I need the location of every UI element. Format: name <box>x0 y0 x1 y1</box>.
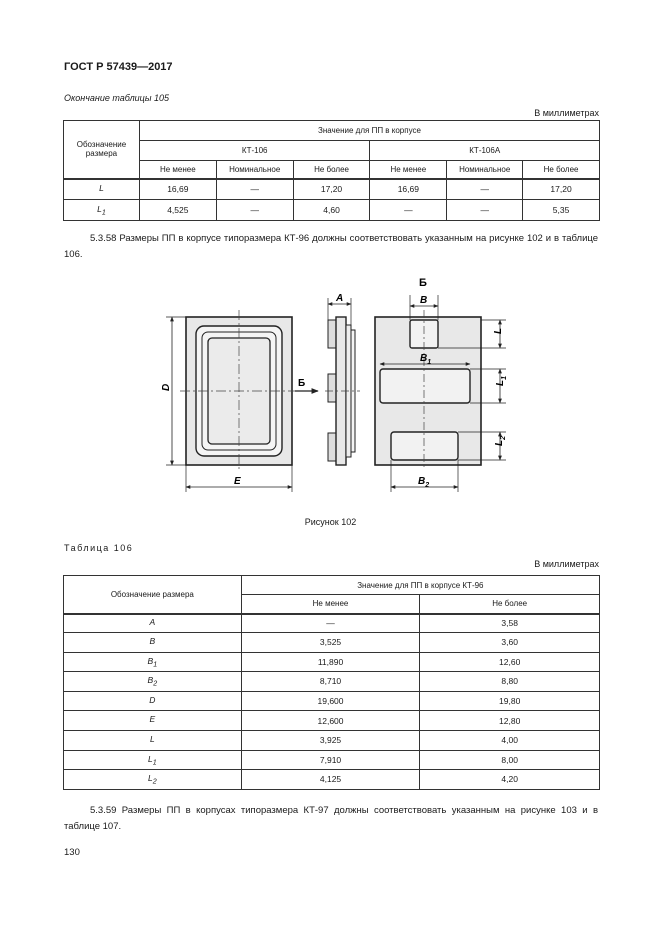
paragraph-text: 5.3.58 Размеры ПП в корпусе типоразмера КТ-96 должны соответствовать указанным на рисунке 102 и в таблице 106. <box>64 233 598 260</box>
view-title: Б <box>419 277 427 289</box>
dim-label-B2: B <box>418 476 426 487</box>
t105-pkg2: КТ-106А <box>370 141 600 161</box>
t105-sub-max-2: Не более <box>523 161 600 179</box>
row-symbol-sub: 1 <box>101 208 106 217</box>
table-row <box>64 730 600 750</box>
paragraph-5-3-58 <box>64 231 598 263</box>
row-symbol: B <box>149 635 156 646</box>
dim-label-A: A <box>336 293 344 304</box>
table-row <box>64 770 600 790</box>
table-cell: 17,20 <box>293 179 370 200</box>
row-symbol-sub: 1 <box>153 660 158 669</box>
dim-label-L1: L <box>495 379 506 386</box>
document-header: ГОСТ Р 57439—2017 <box>64 61 173 73</box>
bottom-view <box>375 277 508 492</box>
table-106-units: В миллиметрах <box>534 559 599 569</box>
table-row <box>64 179 600 200</box>
table-cell: 4,525 <box>139 200 216 221</box>
t105-col-value: Значение для ПП в корпусе <box>139 121 599 141</box>
row-symbol: L <box>148 773 153 784</box>
figure-102-caption: Рисунок 102 <box>304 517 357 527</box>
dim-label-L2-sub: 2 <box>500 435 507 440</box>
dim-label-B2-sub: 2 <box>425 482 430 489</box>
table-row <box>64 750 600 770</box>
page-number: 130 <box>64 847 80 858</box>
row-symbol: L <box>148 753 153 764</box>
table-cell: 16,69 <box>370 179 447 200</box>
svg-text:L2 <box>494 436 507 446</box>
table-cell-max: 3,60 <box>420 633 600 653</box>
t105-sub-nom: Номинальное <box>216 161 293 179</box>
table-cell-min: 7,910 <box>241 750 420 770</box>
row-symbol: A <box>149 616 156 627</box>
table-row <box>64 614 600 633</box>
paragraph-text: 5.3.59 Размеры ПП в корпусах типоразмера КТ-97 должны соответствовать указанным на рисунке 103 и в таблице 107. <box>64 805 598 832</box>
table-row <box>64 633 600 653</box>
table-105 <box>63 120 600 221</box>
front-view <box>161 310 298 492</box>
dim-label-L: L <box>493 327 504 334</box>
row-symbol-sub: 2 <box>152 777 157 786</box>
row-symbol-sub: 2 <box>153 679 158 688</box>
row-symbol: B <box>147 675 154 686</box>
table-cell-min: 3,525 <box>241 633 420 653</box>
dim-label-B: B <box>420 295 428 306</box>
table-cell-max: 12,60 <box>420 652 600 672</box>
row-symbol: D <box>149 694 156 705</box>
t106-col-value: Значение для ПП в корпусе КТ-96 <box>241 576 599 595</box>
table-cell-max: 19,80 <box>420 691 600 711</box>
t105-sub-nom-2: Номинальное <box>447 161 523 179</box>
table-105-units: В миллиметрах <box>534 108 599 118</box>
row-symbol: B <box>147 655 154 666</box>
table-cell-min: 8,710 <box>241 672 420 692</box>
view-arrow <box>295 378 318 391</box>
table-cell-max: 4,00 <box>420 730 600 750</box>
table-105-caption: Окончание таблицы 105 <box>64 93 169 103</box>
row-symbol: E <box>149 714 156 725</box>
table-cell-max: 8,00 <box>420 750 600 770</box>
t105-pkg1: КТ-106 <box>139 141 370 161</box>
dim-label-L2: L <box>494 439 505 446</box>
table-cell-min: 11,890 <box>241 652 420 672</box>
table-106 <box>63 575 600 790</box>
t106-col-designation: Обозначение размера <box>64 576 242 614</box>
table-cell: — <box>216 200 293 221</box>
view-arrow-label: Б <box>298 378 306 389</box>
table-cell-min: 12,600 <box>241 711 420 731</box>
table-row <box>64 672 600 692</box>
table-cell-max: 3,58 <box>420 614 600 633</box>
table-cell-min: 3,925 <box>241 730 420 750</box>
row-symbol: L <box>97 203 102 214</box>
table-cell: — <box>447 200 523 221</box>
figure-102-drawing <box>150 270 530 495</box>
table-cell-max: 8,80 <box>420 672 600 692</box>
table-cell-min: — <box>241 614 420 633</box>
dim-label-B1: B <box>420 353 428 364</box>
t106-sub-max: Не более <box>420 595 600 614</box>
table-cell: — <box>447 179 523 200</box>
table-row <box>64 691 600 711</box>
row-symbol: L <box>99 182 104 193</box>
table-row <box>64 652 600 672</box>
dim-label-L1-sub: 1 <box>501 375 508 380</box>
table-cell: — <box>370 200 447 221</box>
table-row <box>64 200 600 221</box>
table-106-title: Таблица 106 <box>64 543 134 553</box>
table-cell-max: 4,20 <box>420 770 600 790</box>
paragraph-5-3-59 <box>64 803 598 835</box>
table-cell: 4,60 <box>293 200 370 221</box>
dim-label-E: E <box>234 476 241 487</box>
t106-sub-min: Не менее <box>241 595 420 614</box>
t105-sub-min-2: Не менее <box>370 161 447 179</box>
table-cell: 16,69 <box>139 179 216 200</box>
t105-sub-min: Не менее <box>139 161 216 179</box>
table-cell-max: 12,80 <box>420 711 600 731</box>
t105-col-designation: Обозначение размера <box>64 121 140 179</box>
t105-sub-max: Не более <box>293 161 370 179</box>
table-cell-min: 19,600 <box>241 691 420 711</box>
table-cell: — <box>216 179 293 200</box>
table-cell: 17,20 <box>523 179 600 200</box>
svg-text:L1 <box>495 376 508 386</box>
side-view <box>325 293 360 465</box>
dim-label-B1-sub: 1 <box>427 359 432 366</box>
row-symbol: L <box>149 733 155 744</box>
table-cell-min: 4,125 <box>241 770 420 790</box>
table-cell: 5,35 <box>523 200 600 221</box>
dim-label-D: D <box>161 383 172 391</box>
row-symbol-sub: 1 <box>152 758 157 767</box>
table-row <box>64 711 600 731</box>
